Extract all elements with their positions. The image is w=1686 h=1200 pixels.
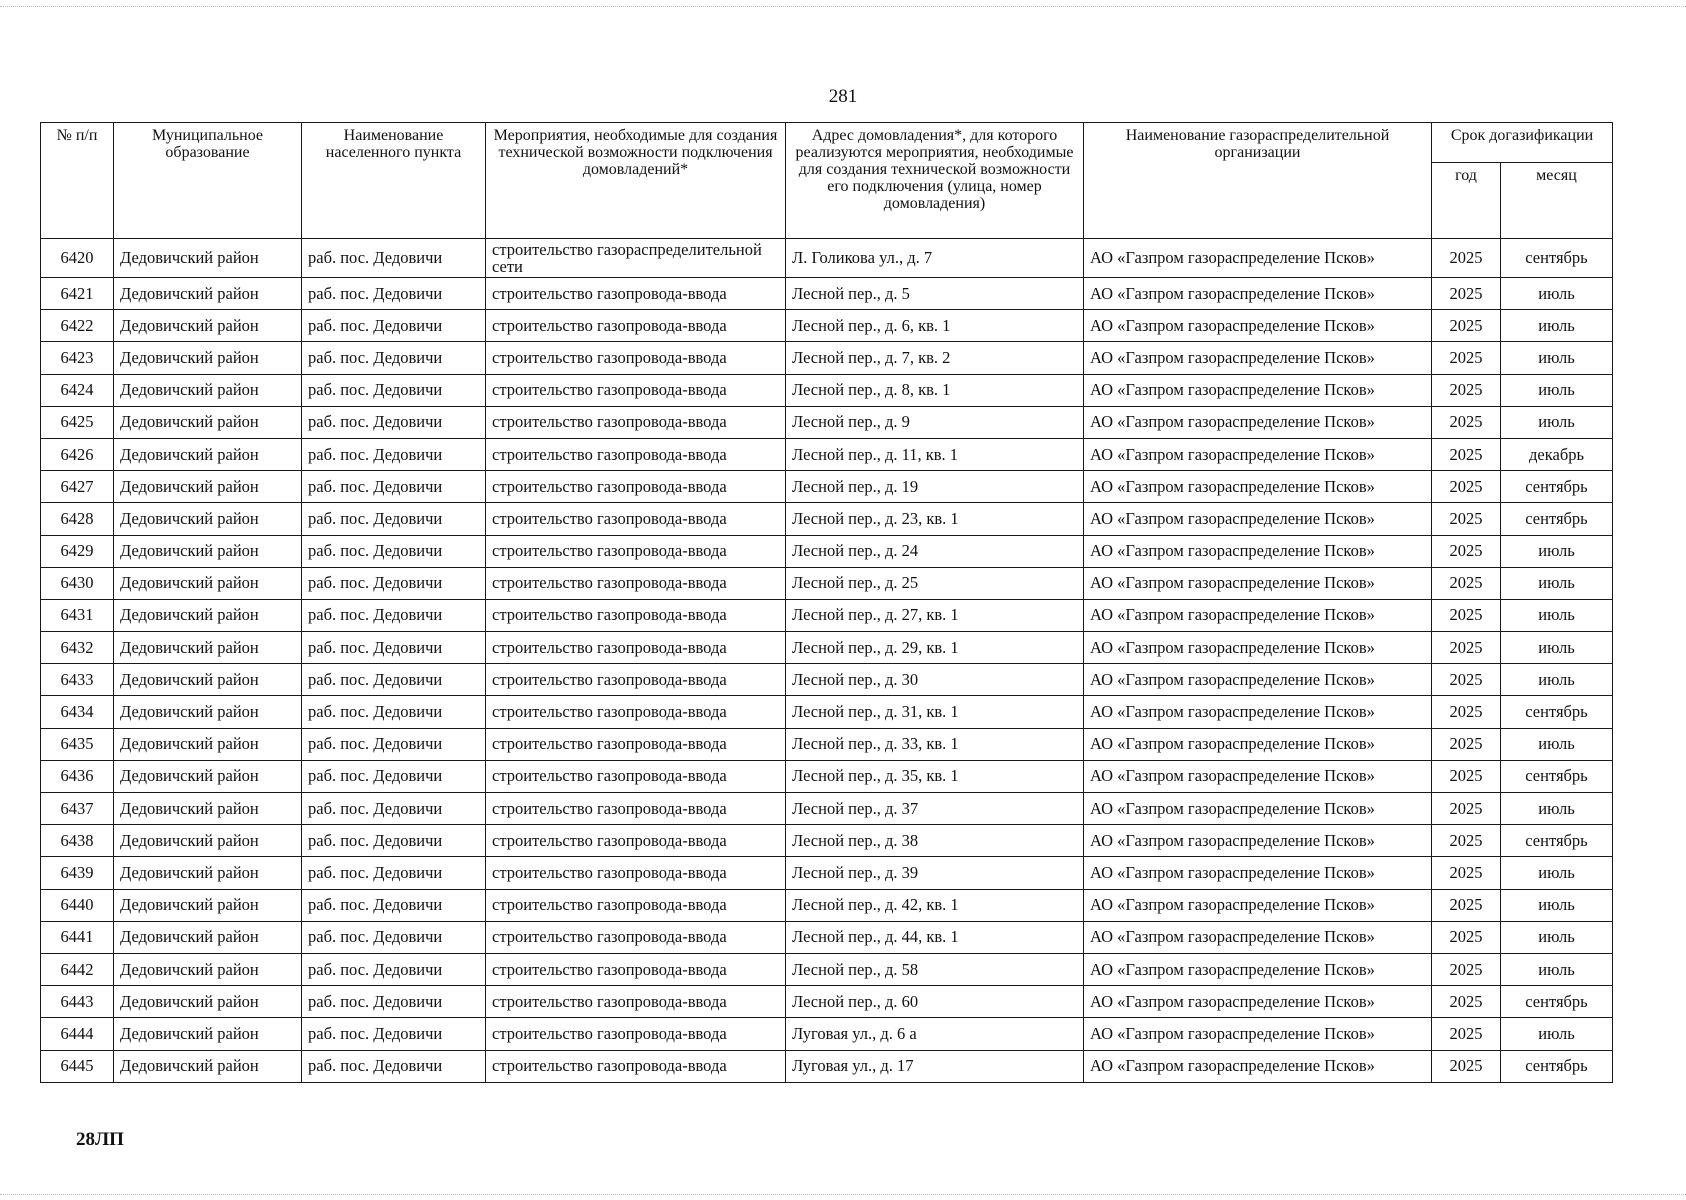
row-municipality: Дедовичский район <box>114 1050 302 1082</box>
row-measure: строительство газопровода-ввода <box>486 374 786 406</box>
row-num: 6437 <box>41 793 114 825</box>
row-org: АО «Газпром газораспределение Псков» <box>1084 471 1432 503</box>
header-address: Адрес домовладения*, для которого реализуются мероприятия, необходимые для создания технической возможности его подключения (улица, номер домовладения) <box>786 123 1084 239</box>
row-month: июль <box>1501 599 1613 631</box>
row-org: АО «Газпром газораспределение Псков» <box>1084 567 1432 599</box>
row-month: июль <box>1501 278 1613 310</box>
table-row <box>41 278 1613 310</box>
row-settlement: раб. пос. Дедовичи <box>302 278 486 310</box>
header-org: Наименование газораспределительной организации <box>1084 123 1432 239</box>
row-month: июль <box>1501 728 1613 760</box>
row-org: АО «Газпром газораспределение Псков» <box>1084 953 1432 985</box>
row-address: Лесной пер., д. 30 <box>786 664 1084 696</box>
row-measure: строительство газопровода-ввода <box>486 921 786 953</box>
row-month: июль <box>1501 632 1613 664</box>
row-measure: строительство газопровода-ввода <box>486 503 786 535</box>
table-row <box>41 342 1613 374</box>
row-municipality: Дедовичский район <box>114 825 302 857</box>
row-settlement: раб. пос. Дедовичи <box>302 438 486 470</box>
row-municipality: Дедовичский район <box>114 760 302 792</box>
row-measure: строительство газопровода-ввода <box>486 342 786 374</box>
row-settlement: раб. пос. Дедовичи <box>302 406 486 438</box>
row-num: 6425 <box>41 406 114 438</box>
row-address: Лесной пер., д. 38 <box>786 825 1084 857</box>
row-year: 2025 <box>1432 953 1501 985</box>
table-row <box>41 239 1613 278</box>
row-num: 6426 <box>41 438 114 470</box>
row-municipality: Дедовичский район <box>114 889 302 921</box>
table-body <box>41 239 1613 1083</box>
row-municipality: Дедовичский район <box>114 664 302 696</box>
row-num: 6439 <box>41 857 114 889</box>
row-settlement: раб. пос. Дедовичи <box>302 889 486 921</box>
row-num: 6430 <box>41 567 114 599</box>
table-row <box>41 535 1613 567</box>
row-address: Л. Голикова ул., д. 7 <box>786 239 1084 278</box>
row-measure: строительство газопровода-ввода <box>486 793 786 825</box>
row-year: 2025 <box>1432 535 1501 567</box>
row-address: Лесной пер., д. 33, кв. 1 <box>786 728 1084 760</box>
scan-edge-bottom <box>0 1194 1686 1195</box>
row-year: 2025 <box>1432 760 1501 792</box>
row-year: 2025 <box>1432 825 1501 857</box>
row-month: сентябрь <box>1501 986 1613 1018</box>
row-month: сентябрь <box>1501 1050 1613 1082</box>
row-org: АО «Газпром газораспределение Псков» <box>1084 1018 1432 1050</box>
table-row <box>41 760 1613 792</box>
row-municipality: Дедовичский район <box>114 986 302 1018</box>
row-num: 6444 <box>41 1018 114 1050</box>
row-month: сентябрь <box>1501 696 1613 728</box>
row-year: 2025 <box>1432 664 1501 696</box>
row-year: 2025 <box>1432 1018 1501 1050</box>
row-settlement: раб. пос. Дедовичи <box>302 986 486 1018</box>
row-month: июль <box>1501 310 1613 342</box>
row-municipality: Дедовичский район <box>114 310 302 342</box>
table-row <box>41 599 1613 631</box>
row-municipality: Дедовичский район <box>114 921 302 953</box>
table-row <box>41 793 1613 825</box>
row-address: Лесной пер., д. 23, кв. 1 <box>786 503 1084 535</box>
row-measure: строительство газопровода-ввода <box>486 599 786 631</box>
row-settlement: раб. пос. Дедовичи <box>302 342 486 374</box>
row-measure: строительство газопровода-ввода <box>486 632 786 664</box>
table-row <box>41 664 1613 696</box>
gasification-table <box>40 122 1613 1083</box>
row-measure: строительство газораспределительной сети <box>486 239 786 278</box>
row-org: АО «Газпром газораспределение Псков» <box>1084 374 1432 406</box>
row-measure: строительство газопровода-ввода <box>486 760 786 792</box>
row-measure: строительство газопровода-ввода <box>486 664 786 696</box>
footer-code: 28ЛП <box>76 1129 124 1150</box>
row-municipality: Дедовичский район <box>114 953 302 985</box>
row-measure: строительство газопровода-ввода <box>486 889 786 921</box>
row-month: июль <box>1501 664 1613 696</box>
row-num: 6424 <box>41 374 114 406</box>
row-month: июль <box>1501 1018 1613 1050</box>
row-month: июль <box>1501 535 1613 567</box>
row-month: июль <box>1501 953 1613 985</box>
row-year: 2025 <box>1432 503 1501 535</box>
row-org: АО «Газпром газораспределение Псков» <box>1084 239 1432 278</box>
row-municipality: Дедовичский район <box>114 471 302 503</box>
row-year: 2025 <box>1432 921 1501 953</box>
row-address: Лесной пер., д. 42, кв. 1 <box>786 889 1084 921</box>
row-org: АО «Газпром газораспределение Псков» <box>1084 438 1432 470</box>
header-month: месяц <box>1501 163 1613 239</box>
row-municipality: Дедовичский район <box>114 438 302 470</box>
row-year: 2025 <box>1432 438 1501 470</box>
row-year: 2025 <box>1432 406 1501 438</box>
row-org: АО «Газпром газораспределение Псков» <box>1084 406 1432 438</box>
row-municipality: Дедовичский район <box>114 278 302 310</box>
row-municipality: Дедовичский район <box>114 503 302 535</box>
table-row <box>41 503 1613 535</box>
row-settlement: раб. пос. Дедовичи <box>302 953 486 985</box>
row-settlement: раб. пос. Дедовичи <box>302 567 486 599</box>
table-header <box>41 123 1613 239</box>
row-month: июль <box>1501 374 1613 406</box>
row-measure: строительство газопровода-ввода <box>486 278 786 310</box>
row-year: 2025 <box>1432 342 1501 374</box>
row-month: сентябрь <box>1501 239 1613 278</box>
row-measure: строительство газопровода-ввода <box>486 438 786 470</box>
row-address: Лесной пер., д. 6, кв. 1 <box>786 310 1084 342</box>
table-row <box>41 1018 1613 1050</box>
row-num: 6445 <box>41 1050 114 1082</box>
row-municipality: Дедовичский район <box>114 535 302 567</box>
table-row <box>41 728 1613 760</box>
row-settlement: раб. пос. Дедовичи <box>302 760 486 792</box>
row-num: 6421 <box>41 278 114 310</box>
table-row <box>41 438 1613 470</box>
row-month: июль <box>1501 857 1613 889</box>
row-num: 6433 <box>41 664 114 696</box>
row-month: июль <box>1501 342 1613 374</box>
row-measure: строительство газопровода-ввода <box>486 696 786 728</box>
row-measure: строительство газопровода-ввода <box>486 1050 786 1082</box>
row-measure: строительство газопровода-ввода <box>486 310 786 342</box>
row-year: 2025 <box>1432 239 1501 278</box>
row-year: 2025 <box>1432 857 1501 889</box>
row-address: Лесной пер., д. 5 <box>786 278 1084 310</box>
header-measures: Мероприятия, необходимые для создания технической возможности подключения домовладений* <box>486 123 786 239</box>
row-measure: строительство газопровода-ввода <box>486 857 786 889</box>
header-municipality: Муниципальное образование <box>114 123 302 239</box>
row-org: АО «Газпром газораспределение Псков» <box>1084 632 1432 664</box>
row-org: АО «Газпром газораспределение Псков» <box>1084 1050 1432 1082</box>
row-num: 6441 <box>41 921 114 953</box>
row-measure: строительство газопровода-ввода <box>486 825 786 857</box>
row-org: АО «Газпром газораспределение Псков» <box>1084 825 1432 857</box>
row-settlement: раб. пос. Дедовичи <box>302 793 486 825</box>
row-settlement: раб. пос. Дедовичи <box>302 825 486 857</box>
row-municipality: Дедовичский район <box>114 857 302 889</box>
header-settlement: Наименование населенного пункта <box>302 123 486 239</box>
row-year: 2025 <box>1432 374 1501 406</box>
row-municipality: Дедовичский район <box>114 632 302 664</box>
row-address: Лесной пер., д. 27, кв. 1 <box>786 599 1084 631</box>
row-month: июль <box>1501 889 1613 921</box>
row-municipality: Дедовичский район <box>114 599 302 631</box>
row-municipality: Дедовичский район <box>114 406 302 438</box>
row-num: 6442 <box>41 953 114 985</box>
row-year: 2025 <box>1432 986 1501 1018</box>
row-org: АО «Газпром газораспределение Псков» <box>1084 503 1432 535</box>
row-org: АО «Газпром газораспределение Псков» <box>1084 760 1432 792</box>
table-row <box>41 825 1613 857</box>
row-org: АО «Газпром газораспределение Псков» <box>1084 310 1432 342</box>
row-num: 6423 <box>41 342 114 374</box>
row-org: АО «Газпром газораспределение Псков» <box>1084 921 1432 953</box>
row-settlement: раб. пос. Дедовичи <box>302 632 486 664</box>
row-settlement: раб. пос. Дедовичи <box>302 471 486 503</box>
row-settlement: раб. пос. Дедовичи <box>302 310 486 342</box>
row-settlement: раб. пос. Дедовичи <box>302 664 486 696</box>
table-row <box>41 857 1613 889</box>
row-num: 6440 <box>41 889 114 921</box>
row-settlement: раб. пос. Дедовичи <box>302 1050 486 1082</box>
row-municipality: Дедовичский район <box>114 239 302 278</box>
row-year: 2025 <box>1432 728 1501 760</box>
row-measure: строительство газопровода-ввода <box>486 986 786 1018</box>
row-address: Лесной пер., д. 7, кв. 2 <box>786 342 1084 374</box>
row-org: АО «Газпром газораспределение Псков» <box>1084 599 1432 631</box>
row-org: АО «Газпром газораспределение Псков» <box>1084 696 1432 728</box>
row-settlement: раб. пос. Дедовичи <box>302 374 486 406</box>
row-municipality: Дедовичский район <box>114 374 302 406</box>
row-num: 6438 <box>41 825 114 857</box>
row-year: 2025 <box>1432 793 1501 825</box>
row-year: 2025 <box>1432 632 1501 664</box>
row-year: 2025 <box>1432 696 1501 728</box>
row-num: 6429 <box>41 535 114 567</box>
row-month: июль <box>1501 793 1613 825</box>
row-num: 6428 <box>41 503 114 535</box>
row-municipality: Дедовичский район <box>114 1018 302 1050</box>
row-address: Лесной пер., д. 37 <box>786 793 1084 825</box>
row-address: Лесной пер., д. 60 <box>786 986 1084 1018</box>
row-month: июль <box>1501 406 1613 438</box>
row-org: АО «Газпром газораспределение Псков» <box>1084 278 1432 310</box>
row-address: Лесной пер., д. 44, кв. 1 <box>786 921 1084 953</box>
row-settlement: раб. пос. Дедовичи <box>302 921 486 953</box>
row-num: 6436 <box>41 760 114 792</box>
table-row <box>41 1050 1613 1082</box>
row-settlement: раб. пос. Дедовичи <box>302 535 486 567</box>
row-month: декабрь <box>1501 438 1613 470</box>
row-year: 2025 <box>1432 567 1501 599</box>
page-number: 281 <box>828 86 858 107</box>
table-row <box>41 471 1613 503</box>
table-row <box>41 953 1613 985</box>
row-num: 6434 <box>41 696 114 728</box>
row-municipality: Дедовичский район <box>114 696 302 728</box>
row-settlement: раб. пос. Дедовичи <box>302 239 486 278</box>
row-num: 6420 <box>41 239 114 278</box>
row-year: 2025 <box>1432 278 1501 310</box>
row-org: АО «Газпром газораспределение Псков» <box>1084 728 1432 760</box>
row-address: Лесной пер., д. 11, кв. 1 <box>786 438 1084 470</box>
row-org: АО «Газпром газораспределение Псков» <box>1084 857 1432 889</box>
header-num: № п/п <box>41 123 114 239</box>
row-org: АО «Газпром газораспределение Псков» <box>1084 664 1432 696</box>
table-row <box>41 406 1613 438</box>
row-address: Лесной пер., д. 8, кв. 1 <box>786 374 1084 406</box>
row-municipality: Дедовичский район <box>114 567 302 599</box>
row-month: сентябрь <box>1501 825 1613 857</box>
row-year: 2025 <box>1432 1050 1501 1082</box>
table-row <box>41 696 1613 728</box>
row-num: 6432 <box>41 632 114 664</box>
table-row <box>41 632 1613 664</box>
row-address: Лесной пер., д. 9 <box>786 406 1084 438</box>
header-deadline: Срок догазификации <box>1432 123 1613 163</box>
row-year: 2025 <box>1432 599 1501 631</box>
row-municipality: Дедовичский район <box>114 793 302 825</box>
row-measure: строительство газопровода-ввода <box>486 535 786 567</box>
row-num: 6443 <box>41 986 114 1018</box>
table-row <box>41 921 1613 953</box>
row-measure: строительство газопровода-ввода <box>486 728 786 760</box>
table-row <box>41 310 1613 342</box>
row-settlement: раб. пос. Дедовичи <box>302 857 486 889</box>
row-address: Лесной пер., д. 31, кв. 1 <box>786 696 1084 728</box>
row-address: Луговая ул., д. 6 а <box>786 1018 1084 1050</box>
row-org: АО «Газпром газораспределение Псков» <box>1084 889 1432 921</box>
row-year: 2025 <box>1432 310 1501 342</box>
row-org: АО «Газпром газораспределение Псков» <box>1084 793 1432 825</box>
row-measure: строительство газопровода-ввода <box>486 1018 786 1050</box>
row-address: Лесной пер., д. 19 <box>786 471 1084 503</box>
row-address: Лесной пер., д. 39 <box>786 857 1084 889</box>
row-address: Луговая ул., д. 17 <box>786 1050 1084 1082</box>
row-settlement: раб. пос. Дедовичи <box>302 599 486 631</box>
row-municipality: Дедовичский район <box>114 728 302 760</box>
table-row <box>41 567 1613 599</box>
row-measure: строительство газопровода-ввода <box>486 471 786 503</box>
row-address: Лесной пер., д. 58 <box>786 953 1084 985</box>
row-settlement: раб. пос. Дедовичи <box>302 1018 486 1050</box>
table-row <box>41 986 1613 1018</box>
row-measure: строительство газопровода-ввода <box>486 406 786 438</box>
row-address: Лесной пер., д. 29, кв. 1 <box>786 632 1084 664</box>
row-num: 6427 <box>41 471 114 503</box>
row-settlement: раб. пос. Дедовичи <box>302 503 486 535</box>
row-org: АО «Газпром газораспределение Псков» <box>1084 535 1432 567</box>
row-month: июль <box>1501 921 1613 953</box>
row-measure: строительство газопровода-ввода <box>486 567 786 599</box>
row-num: 6422 <box>41 310 114 342</box>
row-month: сентябрь <box>1501 471 1613 503</box>
row-month: июль <box>1501 567 1613 599</box>
scan-edge-top <box>0 6 1686 7</box>
row-year: 2025 <box>1432 471 1501 503</box>
row-num: 6431 <box>41 599 114 631</box>
row-address: Лесной пер., д. 25 <box>786 567 1084 599</box>
row-settlement: раб. пос. Дедовичи <box>302 728 486 760</box>
row-measure: строительство газопровода-ввода <box>486 953 786 985</box>
row-settlement: раб. пос. Дедовичи <box>302 696 486 728</box>
row-address: Лесной пер., д. 24 <box>786 535 1084 567</box>
row-address: Лесной пер., д. 35, кв. 1 <box>786 760 1084 792</box>
row-month: сентябрь <box>1501 503 1613 535</box>
table-row <box>41 889 1613 921</box>
header-year: год <box>1432 163 1501 239</box>
row-year: 2025 <box>1432 889 1501 921</box>
row-org: АО «Газпром газораспределение Псков» <box>1084 986 1432 1018</box>
row-num: 6435 <box>41 728 114 760</box>
table-row <box>41 374 1613 406</box>
row-municipality: Дедовичский район <box>114 342 302 374</box>
row-org: АО «Газпром газораспределение Псков» <box>1084 342 1432 374</box>
row-month: сентябрь <box>1501 760 1613 792</box>
